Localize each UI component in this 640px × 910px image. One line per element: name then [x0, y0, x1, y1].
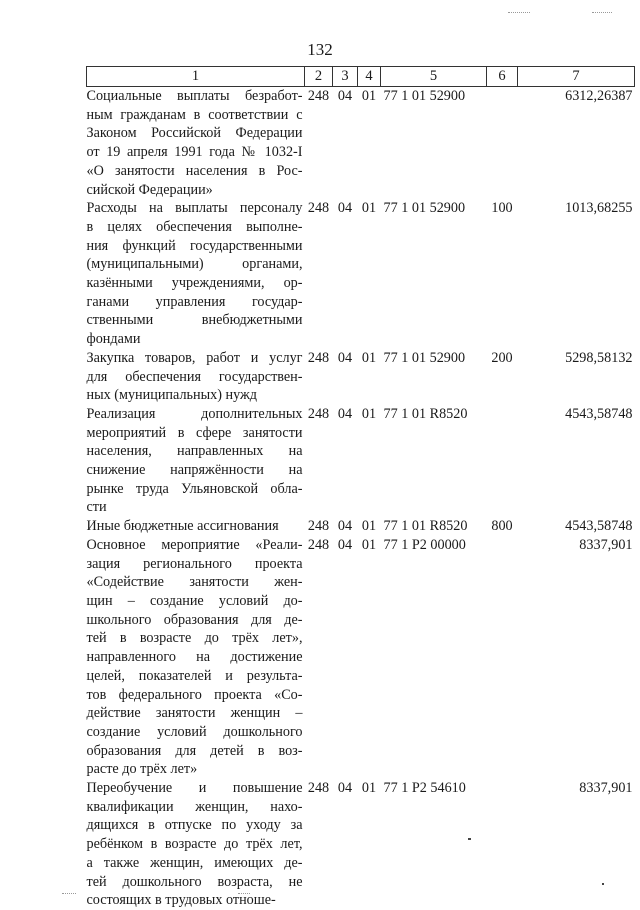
- amount-cell: 1013,68255: [565, 200, 633, 217]
- row-name-line: ных (муниципальных) нужд: [86, 387, 258, 404]
- table-row: [87, 517, 635, 536]
- column-header-4: 4: [358, 67, 381, 87]
- target-article-cell: 77 1 01 52900: [383, 200, 466, 217]
- row-name-line: целей, показателей и результа-: [86, 667, 303, 684]
- target-article-cell: 77 1 01 R8520: [383, 405, 468, 422]
- expense-type-cell: [487, 536, 518, 779]
- row-name-line: тов федерального проекта «Со-: [86, 686, 303, 703]
- amount-cell: 4543,58748: [565, 518, 633, 535]
- subsection-code-cell: 01: [361, 200, 377, 217]
- table-row: [87, 405, 635, 517]
- subsection-code-cell: 01: [361, 405, 377, 422]
- row-name-cell: [87, 536, 305, 779]
- scan-artifact: [468, 838, 471, 840]
- section-code-cell: 04: [337, 780, 353, 797]
- ministry-code-cell: 248: [307, 518, 330, 535]
- row-name-line: (муниципальными) органами,: [86, 256, 303, 273]
- row-name-line: расте до трёх лет»: [86, 761, 198, 778]
- row-name-line: тей в возрасте до трёх лет»,: [86, 630, 303, 647]
- section-code-cell: 04: [337, 405, 353, 422]
- table-row: [87, 779, 635, 910]
- row-name-line: фондами: [86, 331, 141, 348]
- table-row: [87, 536, 635, 779]
- ministry-code-cell: 248: [307, 349, 330, 366]
- expense-type-cell: [487, 87, 518, 200]
- row-name-line: а также женщин, имеющих де-: [86, 854, 303, 871]
- row-name-line: создание условий дошкольного: [86, 723, 303, 740]
- row-name-line: Расходы на выплаты персоналу: [86, 200, 303, 217]
- row-name-line: Реализация дополнительных: [86, 405, 303, 422]
- amount-cell: 4543,58748: [565, 405, 633, 422]
- row-name-line: сийской Федерации»: [86, 181, 213, 198]
- row-name-line: школьного образования для де-: [86, 611, 303, 628]
- subsection-code-cell: 01: [361, 88, 377, 104]
- section-code-cell: 04: [337, 200, 353, 217]
- row-name-line: тей дошкольного возраста, не: [86, 873, 303, 890]
- column-header-2: 2: [305, 67, 333, 87]
- scan-artifact: [238, 893, 250, 894]
- target-article-cell: 77 1 01 52900: [383, 349, 466, 366]
- amount-cell: 6312,26387: [565, 88, 633, 104]
- row-name-line: ния функций государственными: [86, 237, 303, 254]
- row-name-line: квалификации женщин, нахо-: [86, 798, 303, 815]
- target-article-cell: 77 1 01 R8520: [383, 518, 468, 535]
- row-name-line: рынке труда Ульяновской обла-: [86, 480, 303, 497]
- ministry-code-cell: 248: [307, 405, 330, 422]
- row-name-line: от 19 апреля 1991 года № 1032-I: [86, 144, 303, 161]
- section-code-cell: 04: [337, 536, 353, 553]
- ministry-code-cell: 248: [307, 200, 330, 217]
- expense-type-cell: 800: [491, 518, 513, 535]
- column-header-3: 3: [333, 67, 358, 87]
- amount-cell: 8337,901: [579, 536, 633, 553]
- budget-table: [86, 66, 635, 910]
- row-name-cell: [87, 87, 305, 200]
- column-header-7: 7: [518, 67, 635, 87]
- ministry-code-cell: 248: [307, 88, 330, 104]
- scan-artifact: [602, 883, 604, 885]
- ministry-code-cell: 248: [307, 780, 330, 797]
- row-name-line: в целях обеспечения выполне-: [86, 218, 303, 235]
- ministry-code-cell: 248: [307, 536, 330, 553]
- row-name-line: «Содействие занятости жен-: [86, 574, 303, 591]
- section-code-cell: 04: [337, 518, 353, 535]
- row-name-cell: [87, 517, 305, 536]
- scan-artifact: [592, 12, 612, 13]
- scan-artifact: [62, 893, 76, 894]
- row-name-line: снижение напряжённости на: [86, 462, 303, 479]
- target-article-cell: 77 1 01 52900: [383, 88, 466, 104]
- subsection-code-cell: 01: [361, 349, 377, 366]
- subsection-code-cell: 01: [361, 518, 377, 535]
- row-name-line: направленного на достижение: [86, 649, 303, 666]
- expense-type-cell: 200: [491, 349, 513, 366]
- column-number-header-row: [87, 67, 635, 87]
- row-name-line: сти: [86, 499, 107, 516]
- row-name-line: щин – создание условий до-: [86, 592, 303, 609]
- row-name-line: Закупка товаров, работ и услуг: [86, 349, 303, 366]
- page-number: 132: [307, 40, 333, 59]
- section-code-cell: 04: [337, 349, 353, 366]
- table-row: [87, 349, 635, 405]
- subsection-code-cell: 01: [361, 780, 377, 797]
- section-code-cell: 04: [337, 88, 353, 104]
- row-name-line: зация регионального проекта: [86, 555, 303, 572]
- row-name-line: Иные бюджетные ассигнования: [86, 518, 279, 535]
- row-name-cell: [87, 349, 305, 405]
- row-name-line: дящихся в отпуске по уходу за: [86, 817, 303, 834]
- row-name-line: населения, направленных на: [86, 443, 303, 460]
- subsection-code-cell: 01: [361, 536, 377, 553]
- row-name-line: Социальные выплаты безработ-: [86, 88, 303, 104]
- target-article-cell: 77 1 Р2 54610: [383, 780, 466, 797]
- row-name-line: образования для детей в воз-: [86, 742, 303, 759]
- row-name-line: ребёнком в возрасте до трёх лет,: [86, 836, 303, 853]
- expense-type-cell: [487, 405, 518, 517]
- row-name-line: мероприятий в сфере занятости: [86, 424, 303, 441]
- table-row: [87, 199, 635, 349]
- row-name-line: ганами управления государ-: [86, 293, 303, 310]
- expense-type-cell: 100: [491, 200, 513, 217]
- row-name-cell: [87, 199, 305, 349]
- row-name-line: Основное мероприятие «Реали-: [86, 536, 303, 553]
- row-name-line: Переобучение и повышение: [86, 780, 303, 797]
- row-name-line: состоящих в трудовых отноше-: [86, 892, 276, 909]
- row-name-line: ственными внебюджетными: [86, 312, 303, 329]
- amount-cell: 5298,58132: [565, 349, 633, 366]
- column-header-1: 1: [87, 67, 305, 87]
- row-name-line: «О занятости населения в Рос-: [86, 162, 303, 179]
- row-name-line: действие занятости женщин –: [86, 705, 303, 722]
- table-body: [87, 87, 635, 910]
- row-name-cell: [87, 779, 305, 910]
- row-name-line: для обеспечения государствен-: [86, 368, 303, 385]
- target-article-cell: 77 1 Р2 00000: [383, 536, 466, 553]
- column-header-6: 6: [487, 67, 518, 87]
- table-row: [87, 87, 635, 200]
- column-header-5: 5: [381, 67, 487, 87]
- amount-cell: 8337,901: [579, 780, 633, 797]
- row-name-line: Законом Российской Федерации: [86, 125, 303, 142]
- expense-type-cell: [487, 779, 518, 910]
- row-name-cell: [87, 405, 305, 517]
- row-name-line: ным гражданам в соответствии с: [86, 106, 303, 123]
- scan-artifact: [508, 12, 530, 13]
- row-name-line: казёнными учреждениями, ор-: [86, 275, 303, 292]
